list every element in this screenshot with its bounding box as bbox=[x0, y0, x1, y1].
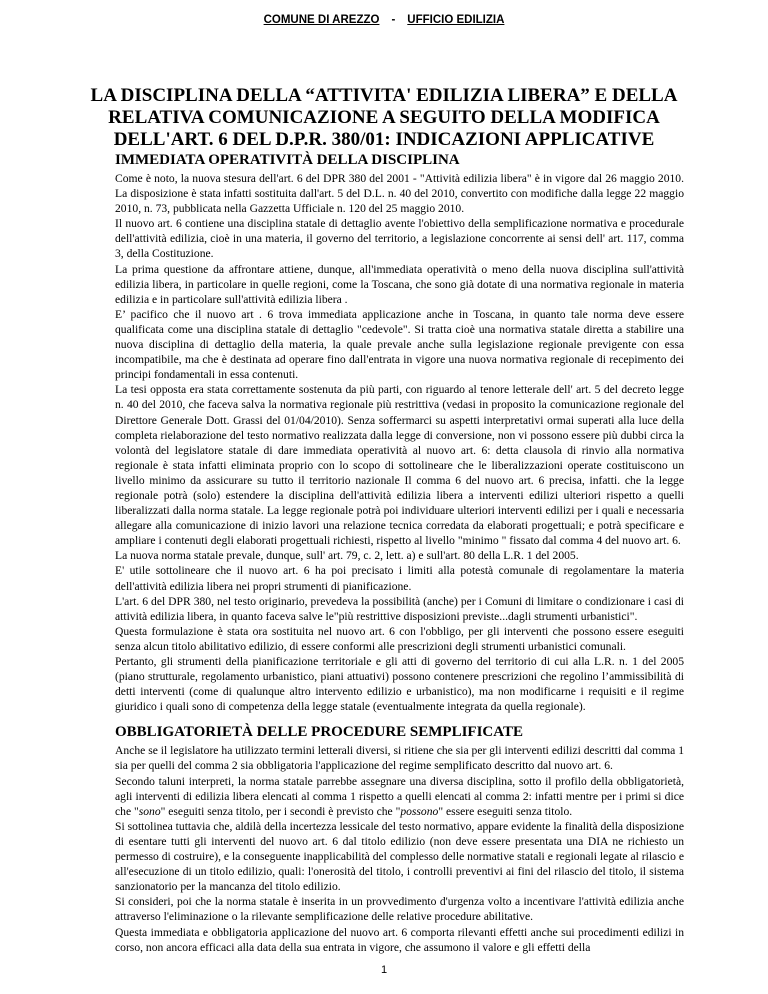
paragraph: Questa formulazione è stata ora sostituita nel nuovo art. 6 con l'obbligo, per gli interventi che possono essere eseguiti senza alcun titolo abilitativo edilizio, di essere conformi alle prescrizioni degli strumenti urbanistici comunali. bbox=[115, 624, 684, 653]
section-heading-2: OBBLIGATORIETÀ DELLE PROCEDURE SEMPLIFICATE bbox=[115, 724, 523, 741]
paragraph-with-emphasis bbox=[115, 774, 684, 819]
emphasis-word: possono bbox=[400, 804, 439, 818]
document-body bbox=[115, 152, 684, 955]
paragraph: La tesi opposta era stata correttamente sostenuta da più parti, con riguardo al tenore letterale dell' art. 5 del decreto legge n. 40 del 2010, che faceva salva la normativa regionale più restrittiva (vedasi in proposito la comunicazione regionale del Direttore Generale Dott. Grassi del 01/04/2010). Senza soffermarci su aspetti interpretativi ormai superati alla luce della completa rielaborazione del testo normativo realizzata dalla legge di conversione, non vi possono essere più dubbi circa la volontà del legislatore statale di dare immediata operatività al nuovo art. 6: detta clausola di rinvio alla normativa regionale è stata infatti eliminata proprio con lo scopo di sottolineare che le liberalizzazioni operate costituiscono un livello minimo da assicurare su tutto il territorio nazionale Il comma 6 del nuovo art. 6 precisa, infatti. che la legge regionale potrà (solo) estendere la disciplina dell'attività edilizia libera a interventi edilizi ulteriori rispetto a quelli liberalizzati dalla norma statale. La legge regionale potrà poi individuare ulteriori interventi edilizi per i quali e necessaria allegare alla comunicazione di inizio lavori una relazione tecnica corredata da elaborati progettuali; e potrà specificare e ampliare i contenuti degli elaborati progettuali richiesti, rispetto al livello "minimo " fissato dal comma 4 del nuovo art. 6. bbox=[115, 383, 684, 548]
paragraph: E' utile sottolineare che il nuovo art. 6 ha poi precisato i limiti alla potestà comunale di regolamentare la materia dell'attività edilizia libera nei propri strumenti di pianificazione. bbox=[115, 564, 684, 593]
paragraph: Si sottolinea tuttavia che, aldilà della incertezza lessicale del testo normativo, appare evidente la finalità della disposizione di esentare tutti gli interventi del nuovo art. 6 dal titolo edilizio (non deve essere presentata una DIA ne richiesto un permesso di costruire), e la conseguente inapplicabilità del complesso delle normative statali e regionali legate al rilascio e all'esecuzione di un titolo edilizio, quali: l'onerosità del titolo, i controlli preventivi ai fini del rilascio del titolo, il sistema sanzionatorio per la mancanza del titolo edilizio. bbox=[115, 819, 684, 894]
paragraph: Pertanto, gli strumenti della pianificazione territoriale e gli atti di governo del territorio di cui alla L.R. n. 1 del 2005 (piano strutturale, regolamento urbanistico, piani attuativi) possono contenere prescrizioni che regolino l’ammissibilità di detti interventi (come di qualunque altro intervento edilizio e urbanistico), ma non modificarne i requisiti e il regime giuridico i quali sono di competenza della legge statale (eventualmente integrata da quella regionale). bbox=[115, 655, 684, 714]
header-separator: - bbox=[391, 14, 396, 26]
paragraph: E’ pacifico che il nuovo art . 6 trova immediata applicazione anche in Toscana, in quanto tale norma deve essere qualificata come una disciplina statale di dettaglio "cedevole". Si tratta cioè una normativa statale diretta a stabilire una nuova disciplina di dettaglio della materia, la quale prevale anche sulla legislazione regionale previgente con essa incompatibile, ma che è destinata ad operare fino dall'entrata in vigore una nuova normativa regionale di recepimento dei principi fondamentali in essa contenuti. bbox=[115, 307, 684, 382]
paragraph-text: Secondo taluni interpreti, la norma statale parrebbe assegnare una diversa disciplina, sotto il profilo della obbligatorietà, agli interventi di edilizia libera elencati al comma 1 rispetto a quelli elencati al comma 2: infatti mentre per i primi si dice che " bbox=[115, 774, 684, 818]
header-left: COMUNE DI AREZZO bbox=[263, 14, 380, 26]
header-right: UFFICIO EDILIZIA bbox=[407, 14, 505, 26]
paragraph: Questa immediata e obbligatoria applicazione del nuovo art. 6 comporta rilevanti effetti anche sui procedimenti edilizi in corso, non ancora efficaci alla data della sua entrata in vigore, che assumono il valore e gli effetti della bbox=[115, 925, 684, 954]
page-header bbox=[0, 14, 768, 26]
paragraph: Come è noto, la nuova stesura dell'art. 6 del DPR 380 del 2001 - "Attività edilizia libera" è in vigore dal 26 maggio 2010. La disposizione è stata infatti sostituita dall'art. 5 del D.L. n. 40 del 2010, convertito con modifiche dalla legge 22 maggio 2010, n. 73, pubblicata nella Gazzetta Ufficiale n. 120 del 25 maggio 2010. bbox=[115, 172, 684, 216]
paragraph: L'art. 6 del DPR 380, nel testo originario, prevedeva la possibilità (anche) per i Comuni di limitare o condizionare i casi di attività edilizia libera, in quanto faceva salve le"più restrittive disposizioni previste...dagli strumenti urbanistici". bbox=[115, 594, 684, 623]
paragraph: La nuova norma statale prevale, dunque, sull' art. 79, c. 2, lett. a) e sull'art. 80 della L.R. 1 del 2005. bbox=[115, 549, 579, 563]
paragraph: La prima questione da affrontare attiene, dunque, all'immediata operatività o meno della nuova disciplina sull'attività edilizia libera, in particolare in quelle regioni, come la Toscana, che sono già dotate di una normativa regionale in materia edilizia e in particolare sull'attività edilizia libera . bbox=[115, 262, 684, 306]
paragraph: Il nuovo art. 6 contiene una disciplina statale di dettaglio avente l'obiettivo della semplificazione normativa e procedurale dell'attività edilizia, cioè in una materia, il governo del territorio, a legislazione concorrente ai sensi dell' art. 117, comma 3, della Costituzione. bbox=[115, 217, 684, 261]
document-title: LA DISCIPLINA DELLA “ATTIVITA' EDILIZIA LIBERA” E DELLA RELATIVA COMUNICAZIONE A SEGUITO DELLA MODIFICA DELL'ART. 6 DEL D.P.R. 380/01: INDICAZIONI APPLICATIVE bbox=[90, 85, 678, 150]
paragraph: Anche se il legislatore ha utilizzato termini letterali diversi, si ritiene che sia per gli interventi edilizi descritti dal comma 1 sia per quelli del comma 2 sia obbligatoria l'applicazione del regime semplificato descritto dal nuovo art. 6. bbox=[115, 744, 684, 773]
paragraph-text: " essere eseguiti senza titolo. bbox=[438, 804, 573, 818]
emphasis-word: sono bbox=[138, 804, 161, 818]
page-number: 1 bbox=[380, 964, 388, 976]
section-heading-1: IMMEDIATA OPERATIVITÀ DELLA DISCIPLINA bbox=[115, 152, 460, 168]
paragraph: Si consideri, poi che la norma statale è inserita in un provvedimento d'urgenza volto a incentivare l'attività edilizia anche attraverso l'eliminazione o la rilevante semplificazione delle relative procedure abilitative. bbox=[115, 895, 684, 924]
paragraph-text: " eseguiti senza titolo, per i secondi è previsto che " bbox=[160, 804, 401, 818]
